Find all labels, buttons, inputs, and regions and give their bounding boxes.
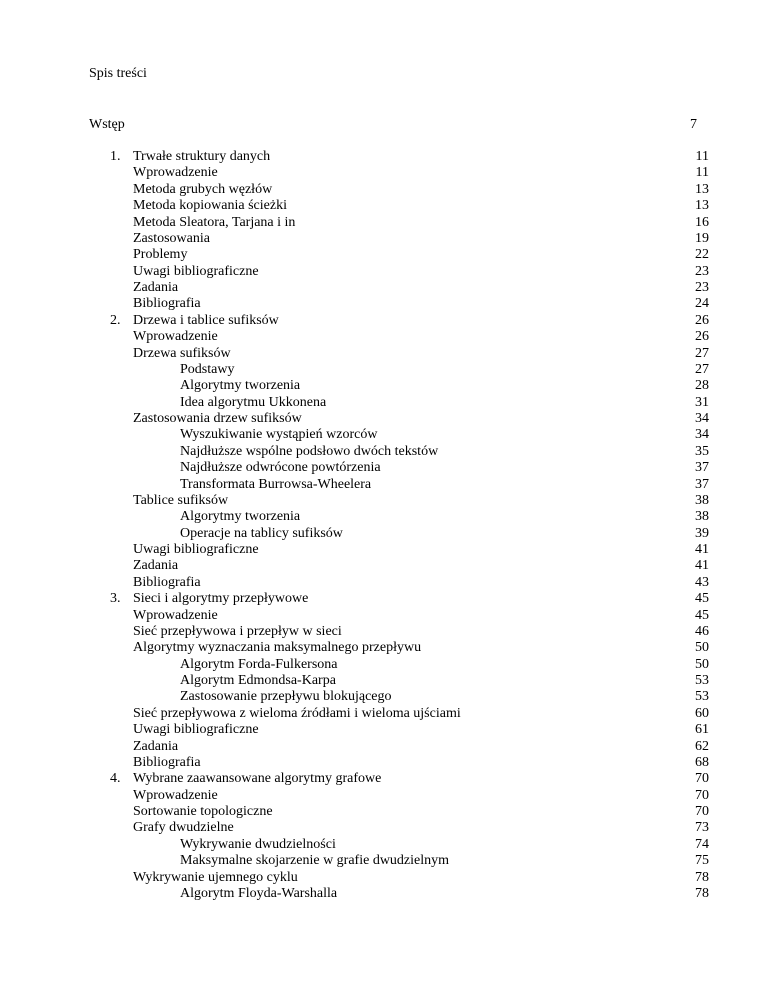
toc-entry	[0, 624, 768, 640]
toc-entry	[0, 640, 768, 656]
toc-entry	[0, 673, 768, 689]
toc-entry-label: Algorytmy tworzenia	[180, 509, 301, 525]
toc-entry-label: Algorytmy tworzenia	[180, 378, 301, 394]
toc-entry-page: 37	[695, 460, 709, 476]
toc-entry	[0, 378, 768, 394]
toc-entry	[0, 657, 768, 673]
toc-entry-page: 74	[695, 836, 709, 852]
toc-entry-page: 45	[695, 591, 709, 607]
toc-entry-label: Metoda Sleatora, Tarjana i in	[133, 214, 296, 230]
toc-entry	[0, 313, 768, 329]
toc-entry	[0, 509, 768, 525]
toc-chapter-number: 1.	[110, 149, 121, 164]
toc-entry-label: Metoda grubych węzłów	[133, 181, 273, 197]
toc-entry	[0, 542, 768, 558]
toc-entry-page: 19	[695, 230, 709, 246]
toc-entry-page: 61	[695, 722, 709, 738]
toc-entry-label: Algorytm Forda-Fulkersona	[180, 656, 338, 672]
toc-entry-page: 41	[695, 542, 709, 557]
toc-entry-label: Sortowanie topologiczne	[133, 804, 273, 819]
toc-entry-page: 60	[695, 705, 709, 721]
toc-entry	[0, 722, 768, 738]
toc-entry	[0, 231, 768, 247]
toc-entry-page: 23	[695, 263, 709, 279]
toc-entry	[0, 739, 768, 755]
toc-intro-page: 7	[690, 117, 697, 132]
toc-entry-label: Wykrywanie dwudzielności	[180, 836, 336, 852]
toc-entry-page: 26	[695, 312, 709, 328]
toc-entry-label: Bibliografia	[133, 296, 201, 312]
toc-entry-label: Algorytmy wyznaczania maksymalnego przepływu	[133, 640, 422, 656]
toc-entry	[0, 264, 768, 280]
toc-intro-label: Wstęp	[89, 117, 125, 132]
toc-entry-page: 11	[695, 149, 709, 164]
toc-entry	[0, 329, 768, 345]
toc-entry-page: 70	[695, 787, 709, 803]
toc-entry-page: 37	[695, 476, 709, 492]
toc-entry	[0, 493, 768, 509]
toc-title: Spis treści	[89, 66, 147, 81]
toc-entry-page: 43	[695, 574, 709, 590]
toc-entry-page: 16	[695, 214, 709, 230]
toc-entry-label: Zastosowanie przepływu blokującego	[180, 689, 392, 705]
toc-entry-label: Trwałe struktury danych	[133, 149, 271, 164]
toc-entry-page: 53	[695, 673, 709, 688]
toc-entry	[0, 526, 768, 542]
toc-entry-page: 27	[695, 361, 709, 377]
toc-entry-label: Operacje na tablicy sufiksów	[180, 525, 343, 541]
toc-entry-label: Idea algorytmu Ukkonena	[180, 394, 327, 410]
toc-entry	[0, 362, 768, 378]
toc-chapter-number: 3.	[110, 591, 121, 607]
toc-entry	[0, 444, 768, 460]
toc-entry-label: Wybrane zaawansowane algorytmy grafowe	[133, 771, 382, 787]
toc-entry	[0, 296, 768, 312]
toc-entry-page: 39	[695, 525, 709, 541]
toc-entry	[0, 247, 768, 263]
toc-entry-label: Sieci i algorytmy przepływowe	[133, 591, 309, 607]
toc-entry	[0, 804, 768, 820]
toc-entry-page: 38	[695, 509, 709, 525]
toc-entry	[0, 395, 768, 411]
toc-entry-label: Wyszukiwanie wystąpień wzorców	[180, 427, 378, 443]
toc-entry-page: 70	[695, 771, 709, 787]
toc-entry	[0, 477, 768, 493]
toc-entry-label: Najdłuższe wspólne podsłowo dwóch tekstów	[180, 443, 439, 459]
toc-entry	[0, 165, 768, 181]
toc-entry-label: Drzewa sufiksów	[133, 345, 231, 361]
toc-entry	[0, 755, 768, 771]
toc-entry-page: 50	[695, 640, 709, 656]
toc-entry-page: 70	[695, 804, 709, 819]
toc-entry	[0, 771, 768, 787]
toc-entry-page: 11	[695, 165, 709, 181]
toc-list	[0, 149, 768, 902]
toc-entry	[0, 411, 768, 427]
toc-entry-page: 78	[695, 869, 709, 885]
toc-entry	[0, 427, 768, 443]
toc-entry-label: Sieć przepływowa z wieloma źródłami i wieloma ujściami	[133, 705, 461, 721]
toc-entry	[0, 853, 768, 869]
toc-entry-label: Problemy	[133, 247, 188, 263]
toc-entry-page: 23	[695, 280, 709, 295]
toc-entry-label: Zadania	[133, 738, 179, 754]
toc-entry-label: Zastosowania	[133, 230, 210, 246]
toc-entry-label: Podstawy	[180, 361, 235, 377]
toc-entry-page: 45	[695, 607, 709, 623]
toc-entry	[0, 558, 768, 574]
toc-entry-label: Zadania	[133, 558, 179, 574]
toc-entry	[0, 215, 768, 231]
toc-entry-page: 38	[695, 492, 709, 508]
toc-chapter-number: 4.	[110, 771, 121, 787]
toc-entry-page: 27	[695, 345, 709, 361]
toc-entry-label: Transformata Burrowsa-Wheelera	[180, 476, 372, 492]
toc-entry-page: 26	[695, 329, 709, 345]
toc-entry-page: 50	[695, 656, 709, 672]
toc-entry	[0, 870, 768, 886]
toc-entry	[0, 608, 768, 624]
toc-entry	[0, 149, 768, 165]
toc-entry-label: Maksymalne skojarzenie w grafie dwudzielnym	[180, 853, 450, 869]
toc-entry	[0, 182, 768, 198]
toc-entry	[0, 575, 768, 591]
toc-entry-page: 31	[695, 394, 709, 410]
toc-entry	[0, 886, 768, 902]
toc-entry-page: 34	[695, 411, 709, 426]
toc-entry-page: 35	[695, 443, 709, 459]
toc-entry-page: 46	[695, 623, 709, 639]
toc-intro-row	[89, 117, 697, 133]
toc-entry-page: 22	[695, 247, 709, 263]
toc-entry-page: 73	[695, 820, 709, 836]
toc-entry	[0, 460, 768, 476]
toc-entry	[0, 820, 768, 836]
toc-entry-page: 28	[695, 378, 709, 394]
toc-entry	[0, 198, 768, 214]
toc-entry-label: Najdłuższe odwrócone powtórzenia	[180, 460, 381, 476]
toc-entry-page: 68	[695, 754, 709, 770]
toc-entry-page: 13	[695, 198, 709, 214]
toc-entry	[0, 346, 768, 362]
toc-entry-label: Zadania	[133, 280, 179, 295]
toc-entry-label: Zastosowania drzew sufiksów	[133, 411, 302, 426]
toc-entry-label: Wprowadzenie	[133, 607, 218, 623]
toc-entry-label: Algorytm Edmondsa-Karpa	[180, 673, 336, 688]
toc-entry	[0, 591, 768, 607]
toc-entry-label: Metoda kopiowania ścieżki	[133, 198, 287, 214]
toc-entry-label: Uwagi bibliograficzne	[133, 722, 259, 738]
toc-entry-label: Bibliografia	[133, 754, 201, 770]
toc-entry-page: 75	[695, 853, 709, 869]
toc-entry-page: 62	[695, 738, 709, 754]
toc-entry-label: Wykrywanie ujemnego cyklu	[133, 869, 298, 885]
toc-entry-label: Drzewa i tablice sufiksów	[133, 312, 279, 328]
toc-entry-label: Wprowadzenie	[133, 787, 218, 803]
toc-entry-label: Wprowadzenie	[133, 329, 218, 345]
toc-entry-label: Grafy dwudzielne	[133, 820, 234, 836]
toc-entry-label: Bibliografia	[133, 574, 201, 590]
toc-entry-page: 24	[695, 296, 709, 312]
toc-entry-label: Wprowadzenie	[133, 165, 218, 181]
toc-entry	[0, 706, 768, 722]
toc-entry-page: 41	[695, 558, 709, 574]
toc-entry-page: 13	[695, 181, 709, 197]
toc-entry-label: Algorytm Floyda-Warshalla	[180, 885, 338, 901]
toc-entry-label: Uwagi bibliograficzne	[133, 542, 259, 557]
toc-chapter-number: 2.	[110, 312, 121, 328]
toc-entry-page: 78	[695, 885, 709, 901]
toc-entry-page: 53	[695, 689, 709, 705]
toc-entry-page: 34	[695, 427, 709, 443]
toc-entry-label: Uwagi bibliograficzne	[133, 263, 259, 279]
toc-entry-label: Sieć przepływowa i przepływ w sieci	[133, 623, 342, 639]
toc-entry	[0, 280, 768, 296]
toc-entry	[0, 689, 768, 705]
toc-entry	[0, 788, 768, 804]
toc-entry-label: Tablice sufiksów	[133, 492, 229, 508]
toc-entry	[0, 837, 768, 853]
